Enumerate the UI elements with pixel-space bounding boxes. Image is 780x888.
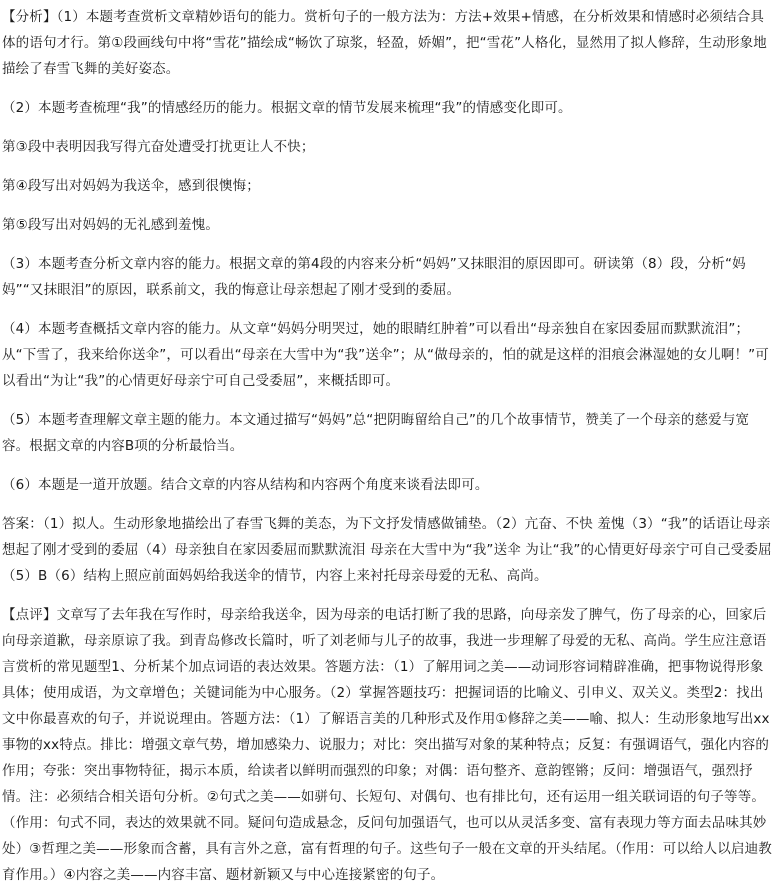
comment-tag: 【点评】: [2, 607, 57, 623]
analysis-paragraph-5: 第⑤段写出对妈妈的无礼感到羞愧。: [2, 217, 220, 233]
analysis-paragraph-4: 第④段写出对妈妈为我送伞，感到很懊悔；: [2, 178, 260, 194]
analysis-tag: 【分析】: [2, 9, 57, 25]
answer-paragraph: 答案：（1）拟人。生动形象地描绘出了春雪飞舞的美态，为下文抒发情感做铺垫。（2）亢奋、不快 羞愧（3）“我”的话语让母亲想起了刚才受到的委屈（4）母亲独自在家因委屈而默默流泪 母亲在大雪中为“我”送伞 为让“我”的心情更好母亲宁可自己受委屈（5）B（6）结构上照应前面妈妈给我送伞的情节，内容上来衬托母亲母爱的无私、高尚。: [2, 516, 772, 584]
analysis-paragraph-6: （3）本题考查分析文章内容的能力。根据文章的第4段的内容来分析“妈妈”又抹眼泪的原因即可。研读第（8）段，分析“妈妈”“又抹眼泪”的原因，联系前文，我的悔意让母亲想起了刚才受到的委屈。: [2, 256, 746, 298]
analysis-paragraph-2: （2）本题考查梳理“我”的情感经历的能力。根据文章的情节发展来梳理“我”的情感变化即可。: [2, 100, 572, 116]
analysis-text-1: （1）本题考查赏析文章精妙语句的能力。赏析句子的一般方法为：方法+效果+情感，在分析效果和情感时必须结合具体的语句才行。第①段画线句中将“雪花”描绘成“畅饮了琼浆，轻盈，娇媚”，把“雪花”人格化，显然用了拟人修辞，生动形象地描绘了春雪飞舞的美好姿态。: [2, 9, 767, 77]
analysis-paragraph-9: （6）本题是一道开放题。结合文章的内容从结构和内容两个角度来谈看法即可。: [2, 477, 489, 493]
analysis-paragraph-1: [2, 4, 774, 82]
comment-text: 文章写了去年我在写作时，母亲给我送伞，因为母亲的电话打断了我的思路，向母亲发了脾气，伤了母亲的心，回家后向母亲道歉，母亲原谅了我。到青岛修改长篇时，听了刘老师与儿子的故事，我进一步理解了母爱的无私、高尚。学生应注意语言赏析的常见题型1、分析某个加点词语的表达效果。答题方法：（1）了解用词之美——动词形容词精辟准确，把事物说得形象具体；使用成语，为文章增色；关键词能为中心服务。（2）掌握答题技巧：把握词语的比喻义、引申义、双关义。类型2：找出文中你最喜欢的句子，并说说理由。答题方法：（1）了解语言美的几种形式及作用①修辞之美——喻、拟人：生动形象地写出xx事物的xx特点。排比：增强文章气势，增加感染力、说服力；对比：突出描写对象的某种特点；反复：有强调语气，强化内容的作用；夸张：突出事物特征，揭示本质，给读者以鲜明而强烈的印象；对偶：语句整齐、意韵铿锵；反问：增强语气，强烈抒情。注：必须结合相关语句分析。②句式之美——如骈句、长短句、对偶句、也有排比句，还有运用一组关联词语的句子等等。（作用：句式不同，表达的效果就不同。疑问句造成悬念，反问句加强语气，也可以从灵活多变、富有表现力等方面去品味其妙处）③哲理之美——形象而含蓄，具有言外之意，富有哲理的句子。这些句子一般在文章的开头结尾。（作用：可以给人以启迪教育作用。）④内容之美——内容丰富、题材新颖又与中心连接紧密的句子。: [2, 607, 772, 883]
analysis-paragraph-3: 第③段中表明因我写得亢奋处遭受打扰更让人不快；: [2, 139, 315, 155]
analysis-paragraph-8: （5）本题考查理解文章主题的能力。本文通过描写“妈妈”总“把阴晦留给自己”的几个故事情节，赞美了一个母亲的慈爱与宽容。根据文章的内容B项的分析最恰当。: [2, 412, 750, 454]
comment-paragraph: [2, 602, 774, 888]
analysis-paragraph-7: （4）本题考查概括文章内容的能力。从文章“妈妈分明哭过，她的眼睛红肿着”可以看出“母亲独自在家因委屈而默默流泪”；从“下雪了，我来给你送伞”，可以看出“母亲在大雪中为“我”送伞”；从“做母亲的，怕的就是这样的泪痕会淋湿她的女儿啊！”可以看出“为让“我”的心情更好母亲宁可自己受委屈”，来概括即可。: [2, 321, 769, 389]
